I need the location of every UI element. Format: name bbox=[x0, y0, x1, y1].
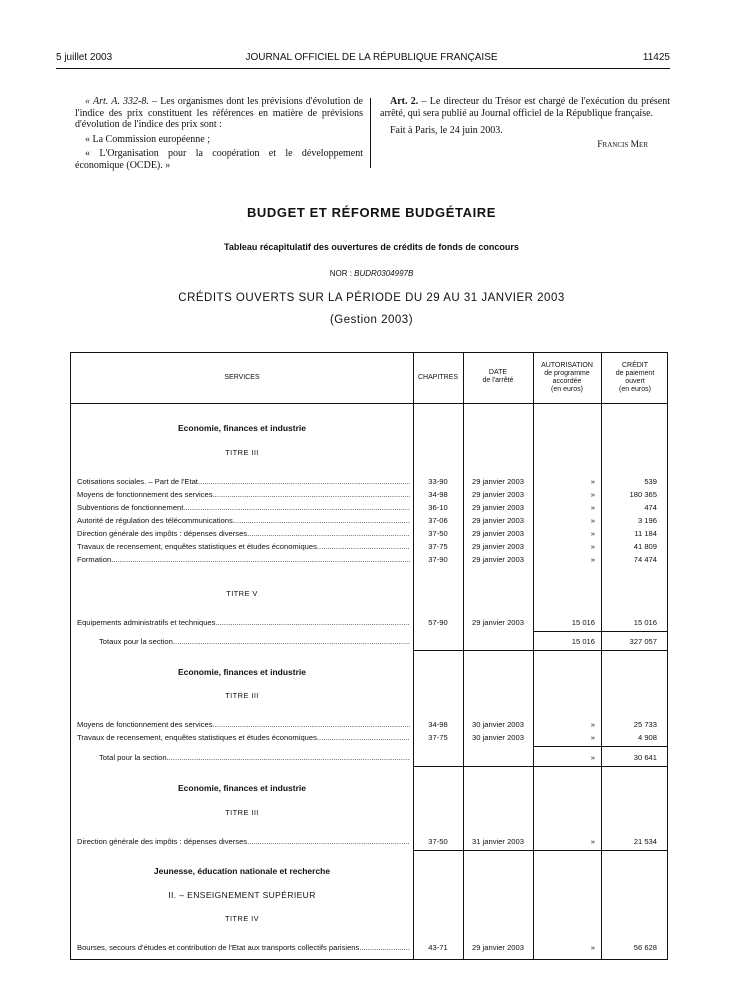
row-date: 30 janvier 2003 bbox=[472, 720, 524, 729]
section-rule bbox=[413, 766, 667, 767]
row-autorisation: » bbox=[590, 720, 595, 729]
row-autorisation: » bbox=[590, 490, 595, 499]
row-credit: 3 196 bbox=[637, 516, 657, 525]
left-column bbox=[75, 96, 363, 174]
right-column bbox=[380, 96, 670, 151]
row-credit: 539 bbox=[644, 477, 657, 486]
row-credit: 56 628 bbox=[633, 943, 657, 952]
row-label: Bourses, secours d'études et contribution de l'Etat aux transports collectifs parisiens ..... bbox=[77, 943, 410, 952]
titre-heading: TITRE III bbox=[225, 808, 259, 817]
subtotal-rule bbox=[533, 631, 667, 632]
table-row bbox=[71, 555, 667, 565]
titre-heading: TITRE III bbox=[225, 448, 259, 457]
titre-heading: TITRE V bbox=[226, 589, 258, 598]
row-credit: 180 365 bbox=[629, 490, 657, 499]
header-rule bbox=[56, 68, 670, 69]
col-header-date: DATE de l'arrêté bbox=[482, 369, 514, 384]
gestion-title: (Gestion 2003) bbox=[329, 314, 414, 326]
credits-table bbox=[70, 352, 668, 960]
section-title: Economie, finances et industrie bbox=[177, 423, 306, 433]
row-chapitre: 33-90 bbox=[428, 477, 448, 486]
column-rule bbox=[463, 353, 464, 959]
row-autorisation: » bbox=[590, 529, 595, 538]
nor-value: BUDR0304997B bbox=[354, 269, 414, 278]
table-row bbox=[71, 618, 667, 628]
column-rule bbox=[533, 353, 534, 959]
nor-label: NOR : bbox=[329, 269, 352, 278]
total-autorisation: 15 016 bbox=[571, 637, 595, 646]
total-label: Total pour la section ..... bbox=[99, 753, 410, 762]
row-autorisation: » bbox=[590, 516, 595, 525]
article-text: – Le directeur du Trésor est chargé de l'exécution du présent arrêté, qui sera publié au Journal officiel de la République française. bbox=[380, 96, 670, 119]
subtotal-rule bbox=[533, 746, 667, 747]
row-label: Moyens de fonctionnement des services ..... bbox=[77, 490, 410, 499]
row-label: Travaux de recensement, enquêtes statistiques et études économiques ..... bbox=[77, 542, 410, 551]
row-credit: 11 184 bbox=[634, 529, 657, 538]
row-credit: 21 534 bbox=[633, 837, 657, 846]
row-label: Direction générale des impôts : dépenses diverses ..... bbox=[77, 529, 410, 538]
titre-heading: TITRE III bbox=[225, 691, 259, 700]
table-row bbox=[71, 733, 667, 743]
row-chapitre: 43-71 bbox=[428, 943, 448, 952]
table-row bbox=[71, 542, 667, 552]
row-label: Subventions de fonctionnement ..... bbox=[77, 503, 410, 512]
row-chapitre: 36-10 bbox=[428, 503, 448, 512]
section-title: Economie, finances et industrie bbox=[177, 667, 306, 677]
row-credit: 41 809 bbox=[633, 542, 657, 551]
total-row bbox=[71, 637, 667, 647]
row-label: Formation ..... bbox=[77, 555, 410, 564]
row-chapitre: 37-75 bbox=[428, 733, 448, 742]
article-a-332-8 bbox=[75, 96, 363, 131]
row-credit: 474 bbox=[644, 503, 657, 512]
section-rule bbox=[413, 650, 667, 651]
row-date: 29 janvier 2003 bbox=[472, 555, 524, 564]
row-chapitre: 34-98 bbox=[428, 720, 448, 729]
row-chapitre: 37-90 bbox=[428, 555, 448, 564]
column-separator bbox=[370, 98, 371, 168]
row-autorisation: 15 016 bbox=[571, 618, 595, 627]
row-label: Moyens de fonctionnement des services ..... bbox=[77, 720, 410, 729]
total-autorisation: » bbox=[590, 753, 595, 762]
row-date: 29 janvier 2003 bbox=[472, 503, 524, 512]
table-row bbox=[71, 516, 667, 526]
main-title: BUDGET ET RÉFORME BUDGÉTAIRE bbox=[246, 205, 497, 220]
row-autorisation: » bbox=[590, 555, 595, 564]
row-label: Cotisations sociales. – Part de l'Etat ..... bbox=[77, 477, 410, 486]
col-header-services: SERVICES bbox=[224, 374, 260, 381]
table-row bbox=[71, 837, 667, 847]
row-autorisation: » bbox=[590, 733, 595, 742]
header-page-number: 11425 bbox=[642, 52, 670, 63]
row-label: Direction générale des impôts : dépenses diverses ..... bbox=[77, 837, 410, 846]
titre-heading: TITRE IV bbox=[224, 914, 260, 923]
table-row bbox=[71, 477, 667, 487]
section-title: Jeunesse, éducation nationale et recherche bbox=[153, 866, 331, 876]
table-row bbox=[71, 529, 667, 539]
row-autorisation: » bbox=[590, 542, 595, 551]
subtitle: Tableau récapitulatif des ouvertures de crédits de fonds de concours bbox=[224, 242, 519, 252]
row-autorisation: » bbox=[590, 503, 595, 512]
row-credit: 25 733 bbox=[633, 720, 657, 729]
list-item: « La Commission européenne ; bbox=[85, 133, 210, 145]
total-label: Totaux pour la section ..... bbox=[99, 637, 410, 646]
header-date: 5 juillet 2003 bbox=[56, 52, 113, 63]
fait-a-paris: Fait à Paris, le 24 juin 2003. bbox=[390, 125, 503, 136]
header-rule bbox=[71, 403, 667, 404]
section-subtitle: II. – ENSEIGNEMENT SUPÉRIEUR bbox=[168, 890, 316, 900]
total-row bbox=[71, 753, 667, 763]
col-header-credit: CRÉDIT de paiement ouvert (en euros) bbox=[615, 362, 655, 393]
table-row bbox=[71, 503, 667, 513]
signature: Francis Mer bbox=[597, 139, 648, 150]
row-credit: 15 016 bbox=[633, 618, 657, 627]
table-row bbox=[71, 490, 667, 500]
list-item: « L'Organisation pour la coopération et le développement économique (OCDE). » bbox=[75, 148, 363, 171]
section-rule bbox=[413, 850, 667, 851]
row-date: 29 janvier 2003 bbox=[472, 618, 524, 627]
row-credit: 74 474 bbox=[633, 555, 657, 564]
col-header-autorisation: AUTORISATION de programme accordée (en euros) bbox=[541, 362, 593, 393]
row-autorisation: » bbox=[590, 943, 595, 952]
row-chapitre: 37-50 bbox=[428, 529, 448, 538]
article-prefix: « Art. A. 332-8. – bbox=[85, 96, 158, 107]
row-chapitre: 37-50 bbox=[428, 837, 448, 846]
row-date: 29 janvier 2003 bbox=[472, 516, 524, 525]
row-date: 29 janvier 2003 bbox=[472, 542, 524, 551]
article-text: Les organismes dont les prévisions d'évolution de l'indice des prix constituent les références en matière de prévisions d'évolution de l'indice des prix sont : bbox=[75, 96, 363, 130]
row-label: Autorité de régulation des télécommunications ..... bbox=[77, 516, 410, 525]
table-row bbox=[71, 720, 667, 730]
row-label: Travaux de recensement, enquêtes statistiques et études économiques ..... bbox=[77, 733, 410, 742]
total-credit: 30 641 bbox=[633, 753, 657, 762]
col-header-chapitres: CHAPITRES bbox=[417, 374, 459, 381]
article-label: Art. 2. bbox=[390, 96, 419, 107]
row-autorisation: » bbox=[590, 837, 595, 846]
column-rule bbox=[413, 353, 414, 959]
column-rule bbox=[601, 353, 602, 959]
row-date: 29 janvier 2003 bbox=[472, 529, 524, 538]
article-2 bbox=[380, 96, 670, 119]
nor-reference bbox=[56, 269, 687, 278]
row-chapitre: 34-98 bbox=[428, 490, 448, 499]
total-credit: 327 057 bbox=[629, 637, 657, 646]
row-date: 29 janvier 2003 bbox=[472, 943, 524, 952]
section-title: Economie, finances et industrie bbox=[177, 783, 306, 793]
row-chapitre: 37-06 bbox=[428, 516, 448, 525]
table-row bbox=[71, 943, 667, 953]
row-chapitre: 57-90 bbox=[428, 618, 448, 627]
row-date: 29 janvier 2003 bbox=[472, 477, 524, 486]
row-credit: 4 908 bbox=[637, 733, 657, 742]
row-autorisation: » bbox=[590, 477, 595, 486]
row-date: 31 janvier 2003 bbox=[472, 837, 524, 846]
period-title: CRÉDITS OUVERTS SUR LA PÉRIODE DU 29 AU 31 JANVIER 2003 bbox=[178, 292, 565, 304]
header-journal-title: JOURNAL OFFICIEL DE LA RÉPUBLIQUE FRANÇAISE bbox=[245, 52, 498, 63]
row-date: 29 janvier 2003 bbox=[472, 490, 524, 499]
row-chapitre: 37-75 bbox=[428, 542, 448, 551]
row-label: Equipements administratifs et techniques ..... bbox=[77, 618, 410, 627]
row-date: 30 janvier 2003 bbox=[472, 733, 524, 742]
